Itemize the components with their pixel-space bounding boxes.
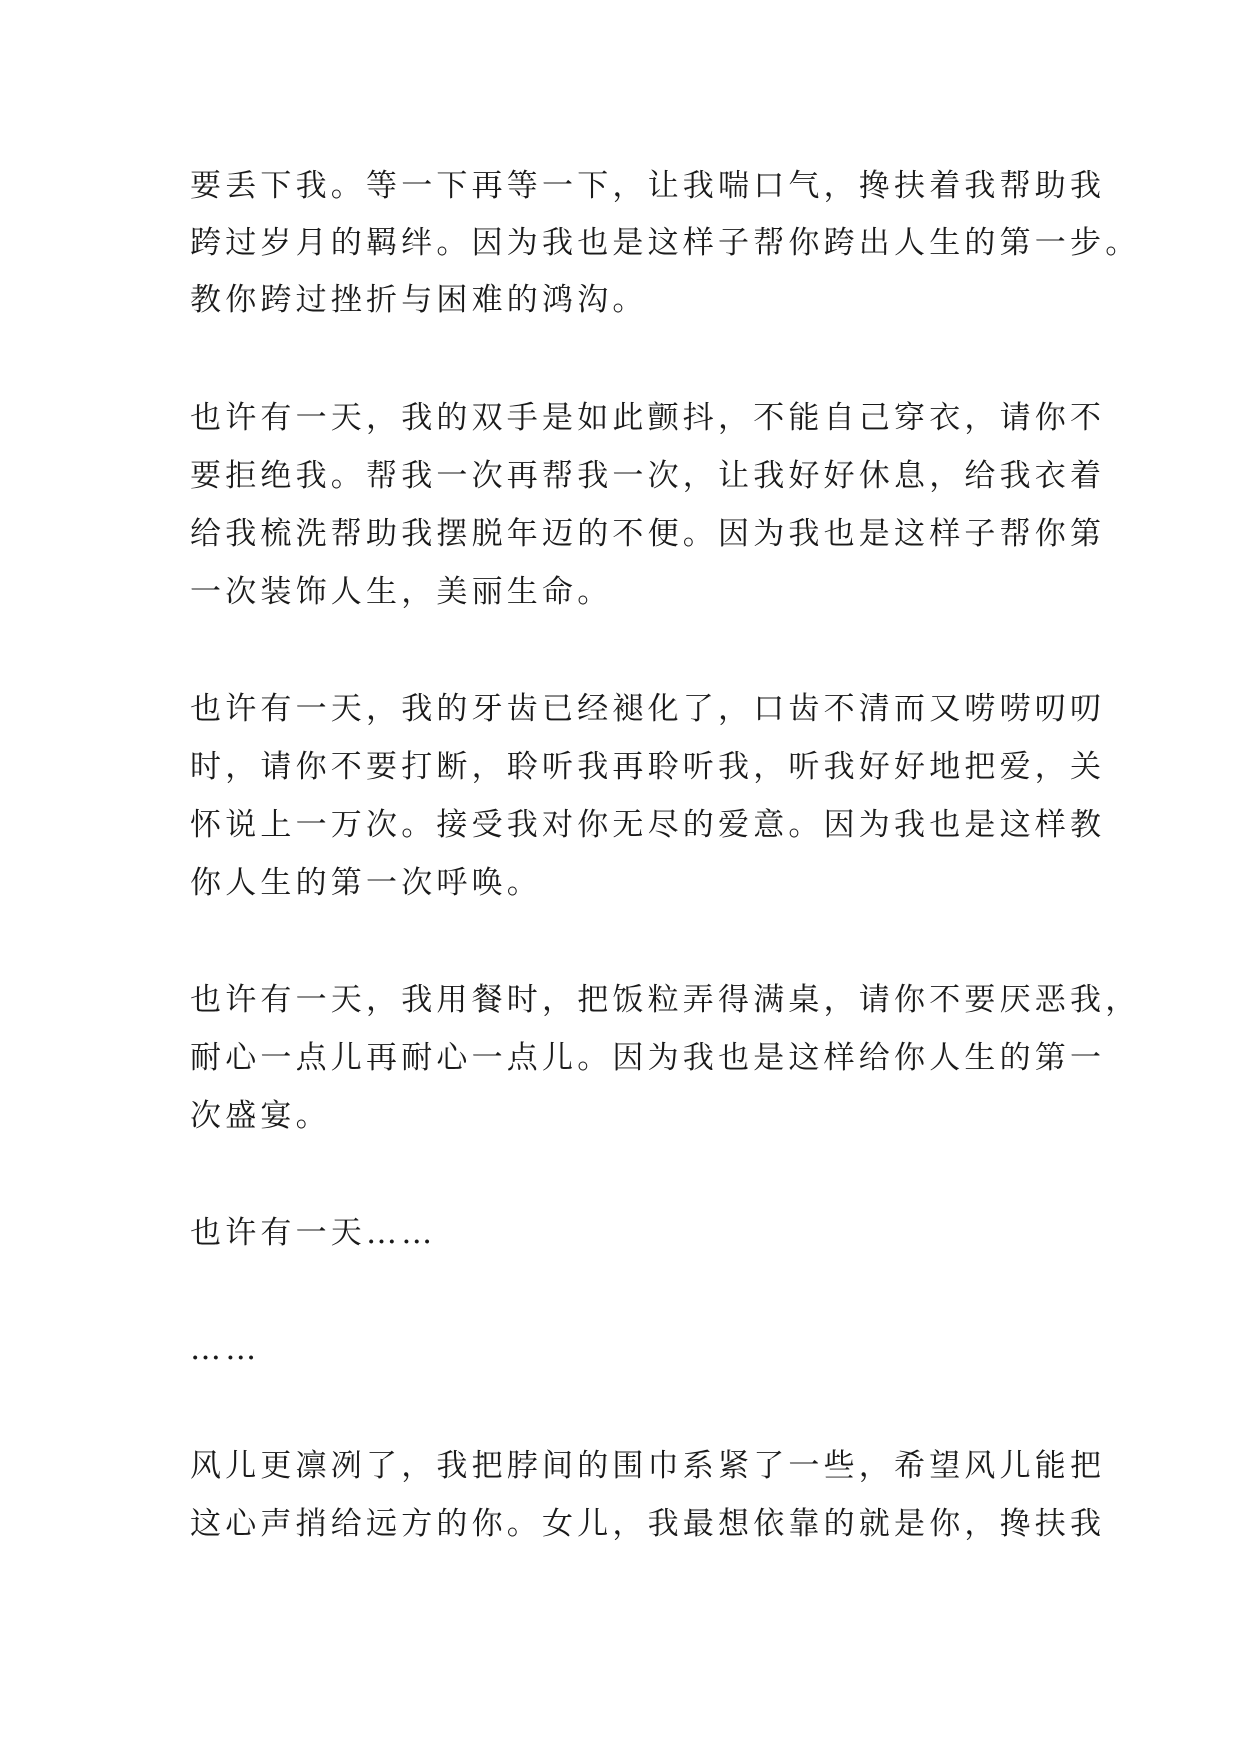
- text-line: 怀说上一万次。接受我对你无尽的爱意。因为我也是这样教: [190, 807, 1106, 843]
- text-line: 也许有一天……: [190, 1215, 437, 1251]
- text-line: 耐心一点儿再耐心一点儿。因为我也是这样给你人生的第一: [190, 1040, 1106, 1076]
- text-line: 给我梳洗帮助我摆脱年迈的不便。因为我也是这样子帮你第: [190, 516, 1106, 552]
- text-line: 也许有一天，我的双手是如此颤抖，不能自己穿衣，请你不: [190, 400, 1106, 436]
- text-line: 次盛宴。: [190, 1098, 331, 1134]
- text-line: 一次装饰人生，美丽生命。: [190, 574, 613, 610]
- text-line: 也许有一天，我用餐时，把饭粒弄得满桌，请你不要厌恶我，: [190, 982, 1141, 1018]
- text-line: 风儿更凛冽了，我把脖间的围巾系紧了一些，希望风儿能把: [190, 1448, 1106, 1484]
- text-line: 教你跨过挫折与困难的鸿沟。: [190, 282, 648, 318]
- text-line: 要丢下我。等一下再等一下，让我喘口气，搀扶着我帮助我: [190, 168, 1106, 204]
- text-line: ……: [190, 1331, 261, 1367]
- text-line: 要拒绝我。帮我一次再帮我一次，让我好好休息，给我衣着: [190, 458, 1106, 494]
- text-line: 你人生的第一次呼唤。: [190, 865, 542, 901]
- text-line: 跨过岁月的羁绊。因为我也是这样子帮你跨出人生的第一步。: [190, 225, 1141, 261]
- text-line: 这心声捎给远方的你。女儿，我最想依靠的就是你，搀扶我: [190, 1506, 1106, 1542]
- text-line: 也许有一天，我的牙齿已经褪化了，口齿不清而又唠唠叨叨: [190, 691, 1106, 727]
- text-line: 时，请你不要打断，聆听我再聆听我，听我好好地把爱，关: [190, 749, 1106, 785]
